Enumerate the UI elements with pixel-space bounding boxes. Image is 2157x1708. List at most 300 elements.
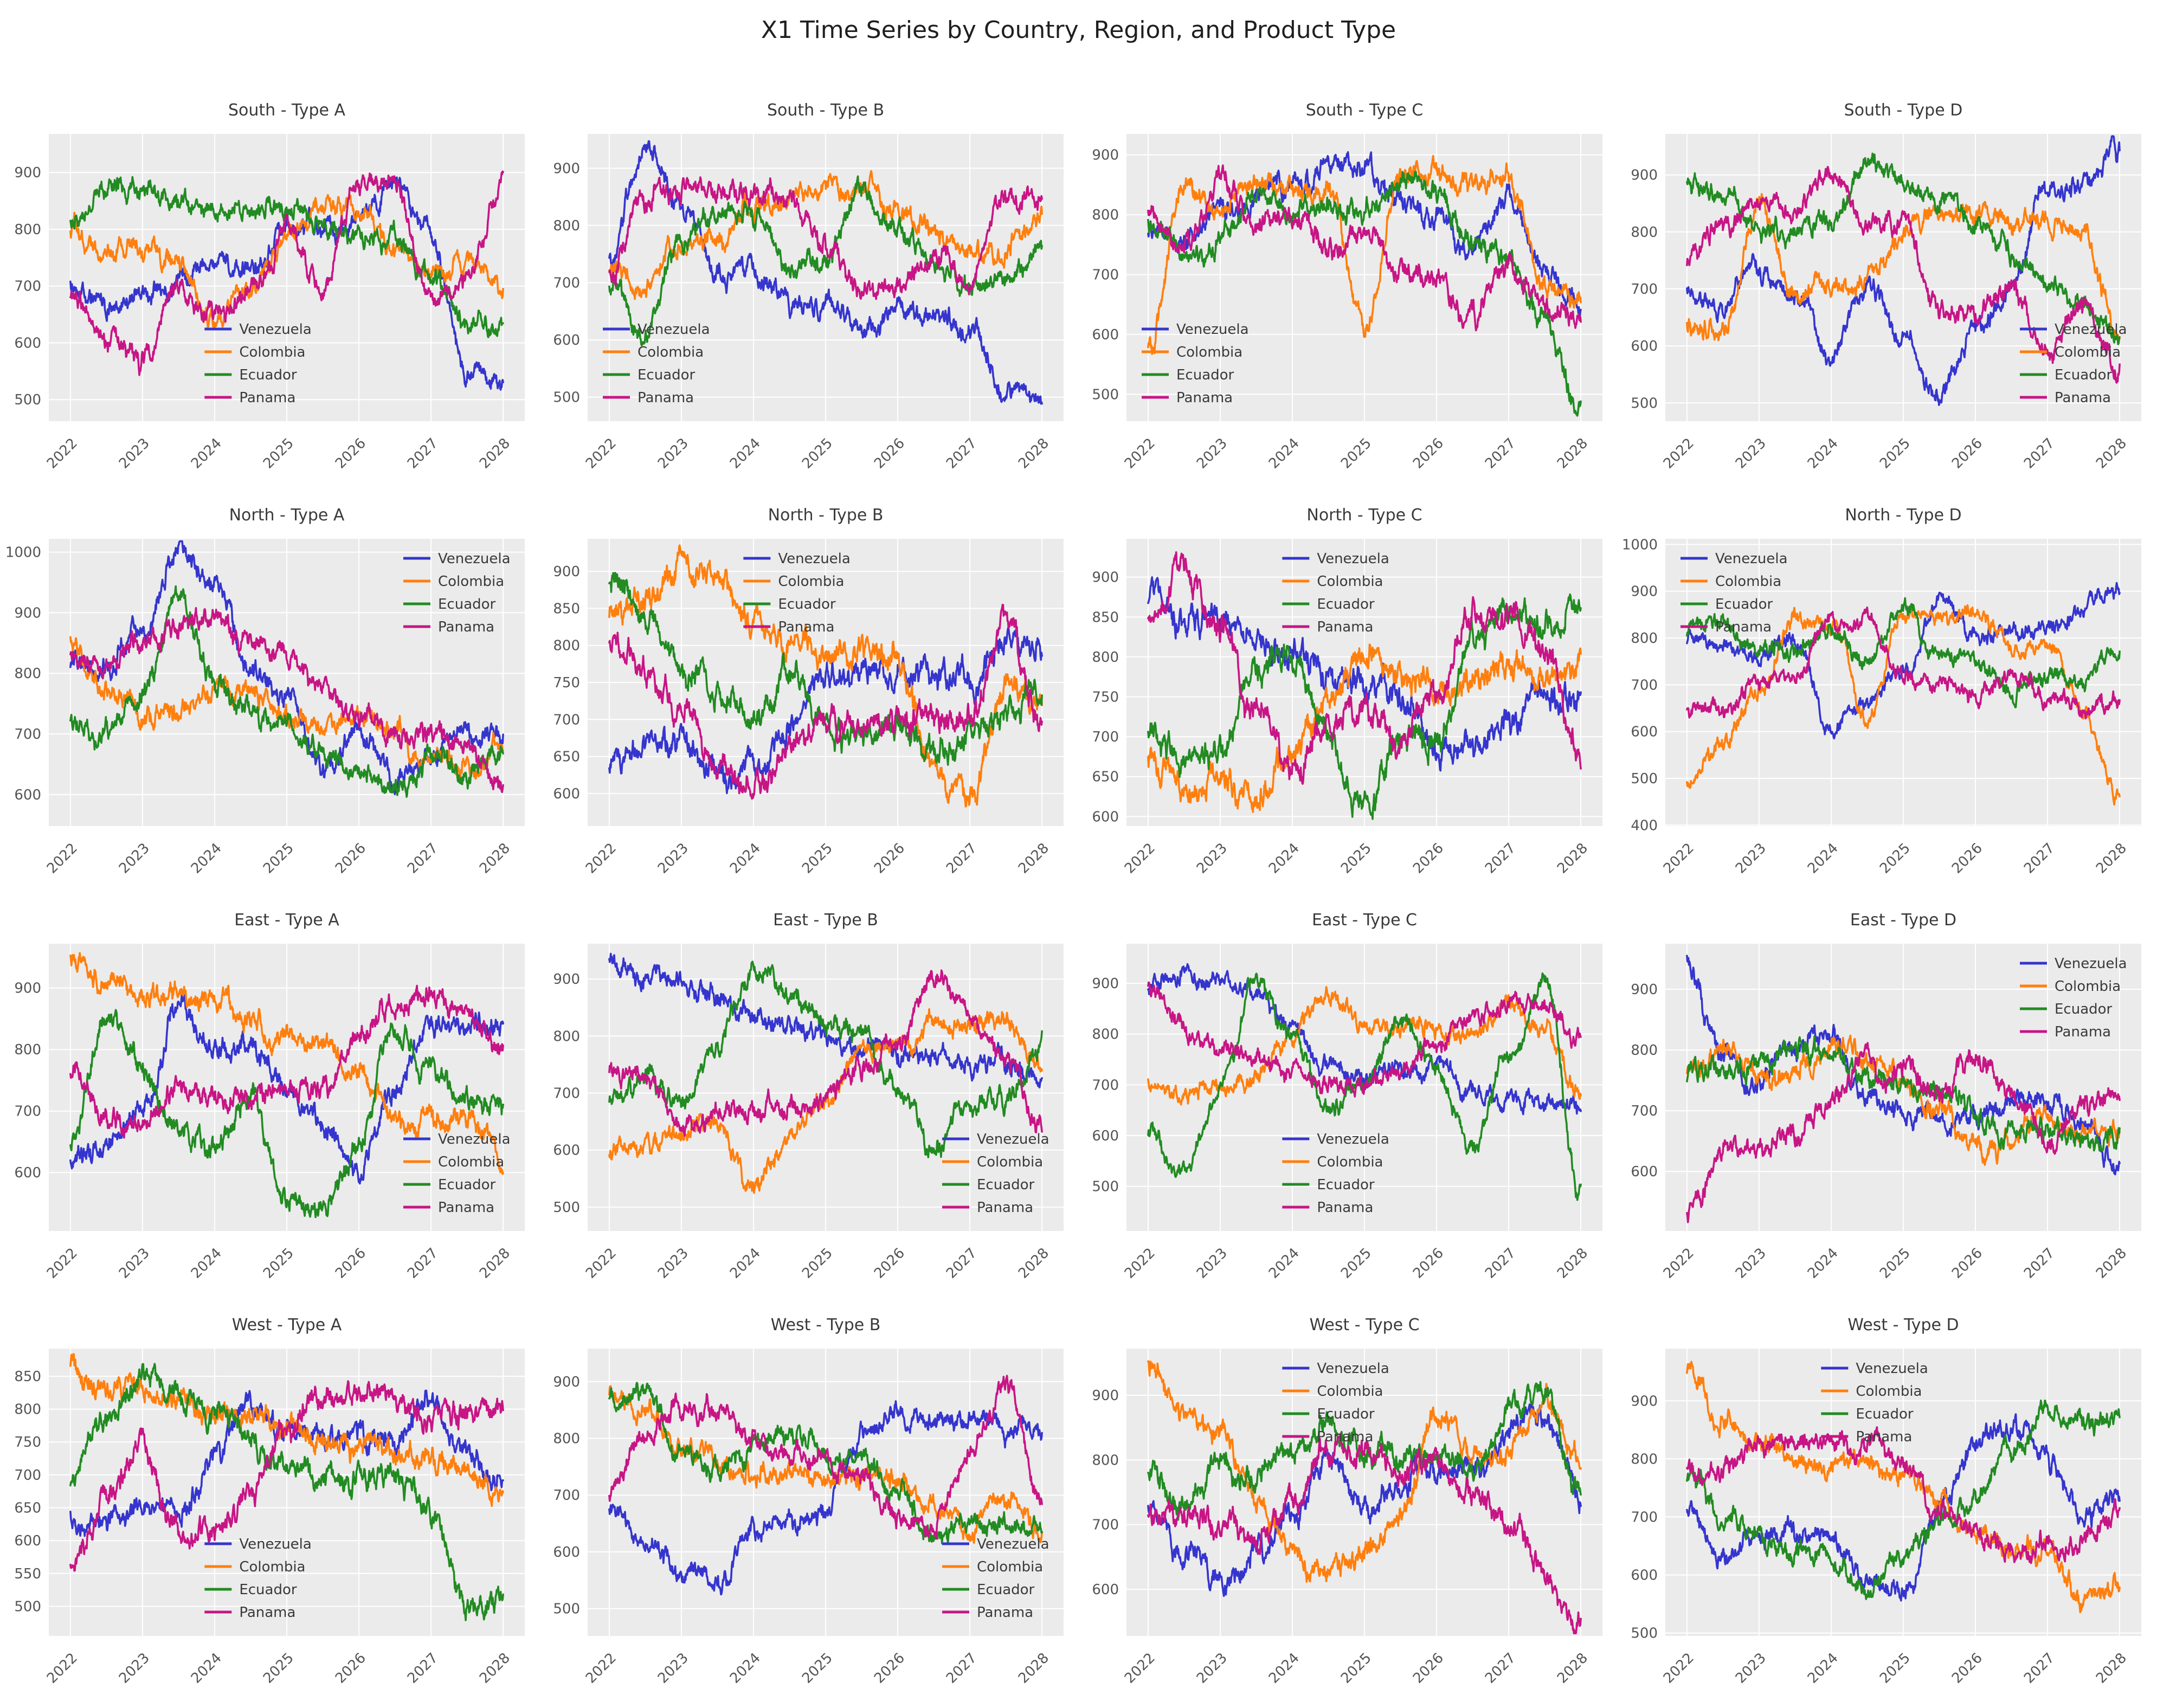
legend-label: Colombia [239, 1559, 306, 1575]
y-tick-label: 700 [553, 1085, 580, 1102]
x-tick-label: 2022 [1121, 840, 1158, 877]
x-tick-label: 2025 [799, 1649, 836, 1687]
legend-label: Panama [2055, 390, 2111, 406]
subplot-title: South - Type D [1844, 101, 1963, 120]
y-tick-label: 700 [14, 278, 41, 295]
x-tick-label: 2024 [726, 435, 764, 472]
subplot-north-c [1078, 491, 1617, 896]
x-tick-label: 2028 [2093, 1245, 2130, 1282]
y-tick-label: 500 [1092, 1178, 1119, 1195]
subplot-canvas-north-a [0, 491, 539, 896]
x-tick-label: 2023 [1732, 435, 1769, 472]
figure-title: X1 Time Series by Country, Region, and Product Type [761, 16, 1396, 44]
legend-label: Ecuador [1856, 1406, 1914, 1422]
y-tick-labels [1622, 537, 1658, 834]
y-tick-label: 500 [1092, 386, 1119, 403]
subplot-canvas-south-c [1078, 86, 1617, 491]
x-tick-label: 2028 [1015, 1245, 1053, 1282]
x-tick-label: 2024 [1265, 1245, 1303, 1282]
y-tick-label: 600 [1631, 724, 1658, 740]
x-tick-label: 2022 [43, 1649, 81, 1687]
y-tick-label: 500 [14, 1599, 41, 1615]
x-tick-label: 2027 [404, 435, 442, 472]
x-tick-label: 2025 [260, 840, 297, 877]
subplot-title: East - Type B [773, 911, 878, 930]
y-tick-label: 750 [14, 1434, 41, 1451]
x-tick-label: 2025 [1337, 840, 1375, 877]
x-tick-label: 2025 [1876, 1649, 1914, 1687]
legend-label: Venezuela [438, 551, 511, 567]
y-tick-label: 400 [1631, 817, 1658, 834]
x-tick-label: 2026 [1948, 840, 1986, 877]
y-tick-label: 750 [553, 675, 580, 691]
x-tick-label: 2027 [943, 840, 981, 877]
legend-label: Panama [239, 390, 296, 406]
x-tick-labels [1122, 435, 1591, 472]
x-tick-label: 2026 [1409, 1245, 1447, 1282]
y-tick-label: 900 [1092, 569, 1119, 586]
x-tick-label: 2028 [1554, 840, 1592, 877]
legend-label: Panama [638, 390, 694, 406]
y-tick-label: 850 [553, 601, 580, 617]
legend-label: Colombia [977, 1559, 1044, 1575]
x-tick-label: 2028 [2093, 435, 2130, 472]
x-tick-label: 2023 [654, 1245, 692, 1282]
x-tick-label: 2026 [1948, 1245, 1986, 1282]
y-tick-label: 900 [1092, 976, 1119, 992]
y-tick-label: 700 [1092, 267, 1119, 283]
subplot-south-b [539, 86, 1078, 491]
legend-label: Colombia [778, 573, 845, 590]
subplot-north-b [539, 491, 1078, 896]
x-tick-label: 2027 [2021, 840, 2058, 877]
subplot-west-a [0, 1301, 539, 1706]
y-tick-label: 600 [1631, 1567, 1658, 1584]
x-tick-label: 2022 [582, 435, 620, 472]
subplot-title: South - Type C [1305, 101, 1424, 120]
y-tick-labels [553, 971, 580, 1216]
y-tick-label: 600 [1092, 809, 1119, 826]
legend-label: Panama [1317, 619, 1374, 635]
subplot-canvas-east-c [1078, 896, 1617, 1301]
y-tick-label: 800 [14, 666, 41, 682]
y-tick-label: 700 [1631, 677, 1658, 694]
y-tick-label: 600 [14, 1165, 41, 1182]
x-tick-label: 2028 [477, 1649, 514, 1687]
y-tick-labels [1092, 976, 1119, 1195]
y-tick-labels [553, 564, 580, 802]
legend-label: Venezuela [1715, 551, 1788, 567]
legend-label: Colombia [1317, 1383, 1383, 1400]
y-tick-label: 600 [1092, 1127, 1119, 1144]
x-tick-label: 2027 [2021, 1649, 2058, 1687]
x-tick-label: 2028 [2093, 840, 2130, 877]
legend-label: Venezuela [977, 1536, 1049, 1552]
y-tick-label: 800 [1631, 224, 1658, 241]
y-tick-label: 900 [553, 564, 580, 581]
x-tick-label: 2028 [1015, 435, 1053, 472]
legend-label: Panama [977, 1604, 1034, 1621]
y-tick-label: 600 [1092, 326, 1119, 343]
x-tick-label: 2027 [943, 1245, 981, 1282]
y-tick-label: 650 [14, 1500, 41, 1517]
y-tick-label: 900 [553, 1374, 580, 1390]
y-tick-label: 800 [1092, 207, 1119, 224]
subplot-canvas-west-c [1078, 1301, 1617, 1706]
x-tick-label: 2023 [115, 1245, 153, 1282]
y-tick-label: 700 [1092, 1517, 1119, 1533]
subplot-title: East - Type D [1850, 911, 1957, 930]
y-tick-label: 800 [1631, 1042, 1658, 1059]
y-tick-label: 600 [14, 787, 41, 803]
y-tick-labels [553, 160, 580, 405]
x-tick-label: 2024 [188, 1649, 225, 1687]
y-tick-label: 900 [14, 980, 41, 997]
x-tick-label: 2027 [404, 1245, 442, 1282]
subplot-title: West - Type A [231, 1316, 342, 1335]
y-tick-label: 800 [1092, 649, 1119, 666]
x-tick-label: 2023 [654, 840, 692, 877]
x-tick-label: 2024 [1804, 435, 1842, 472]
legend-label: Venezuela [1317, 551, 1389, 567]
x-tick-label: 2023 [115, 1649, 153, 1687]
y-tick-label: 600 [14, 335, 41, 352]
x-tick-label: 2024 [1265, 840, 1303, 877]
y-tick-label: 800 [1631, 1451, 1658, 1468]
x-tick-label: 2024 [1804, 840, 1842, 877]
x-tick-label: 2028 [1554, 435, 1592, 472]
y-tick-label: 800 [14, 1401, 41, 1418]
y-tick-labels [1092, 1388, 1119, 1598]
x-tick-label: 2028 [1015, 1649, 1053, 1687]
x-tick-label: 2024 [1804, 1245, 1842, 1282]
legend-label: Panama [977, 1200, 1034, 1216]
x-tick-labels [583, 435, 1052, 472]
legend-label: Panama [1176, 390, 1233, 406]
legend-label: Venezuela [1856, 1361, 1928, 1377]
y-tick-label: 1000 [1621, 537, 1658, 553]
legend-label: Ecuador [977, 1177, 1035, 1193]
subplot-canvas-east-d [1617, 896, 2155, 1301]
legend-label: Ecuador [1317, 1406, 1375, 1422]
y-tick-label: 900 [1092, 147, 1119, 164]
y-tick-label: 700 [1092, 729, 1119, 746]
y-tick-label: 700 [1631, 1103, 1658, 1120]
x-tick-label: 2023 [1193, 1245, 1231, 1282]
legend-label: Ecuador [638, 367, 696, 383]
legend-label: Colombia [1317, 1154, 1383, 1170]
x-tick-labels [1660, 1245, 2130, 1282]
y-tick-label: 650 [1092, 769, 1119, 785]
x-tick-labels [1122, 840, 1591, 877]
x-tick-label: 2027 [1482, 840, 1519, 877]
x-tick-label: 2026 [1948, 435, 1986, 472]
x-tick-label: 2027 [2021, 435, 2058, 472]
y-tick-label: 500 [1631, 1625, 1658, 1642]
x-tick-label: 2023 [1732, 1245, 1769, 1282]
chart-grid [0, 86, 2157, 1706]
x-tick-label: 2027 [404, 1649, 442, 1687]
y-tick-label: 1000 [5, 544, 41, 561]
x-tick-label: 2025 [260, 435, 297, 472]
x-tick-label: 2028 [1554, 1245, 1592, 1282]
x-tick-labels [1122, 1650, 1591, 1687]
legend-label: Venezuela [778, 551, 851, 567]
x-tick-label: 2023 [654, 1649, 692, 1687]
x-tick-label: 2026 [332, 435, 369, 472]
x-tick-label: 2025 [1337, 1245, 1375, 1282]
y-tick-label: 800 [1092, 1452, 1119, 1469]
x-tick-label: 2027 [1482, 1245, 1519, 1282]
legend-label: Panama [438, 619, 495, 635]
subplot-canvas-south-a [0, 86, 539, 491]
x-tick-label: 2024 [1265, 1649, 1303, 1687]
subplot-canvas-north-b [539, 491, 1078, 896]
x-tick-label: 2025 [260, 1649, 297, 1687]
x-tick-label: 2024 [188, 435, 225, 472]
y-tick-label: 700 [14, 1103, 41, 1120]
y-tick-labels [1631, 167, 1658, 412]
y-tick-label: 700 [1092, 1077, 1119, 1094]
legend-label: Panama [1317, 1429, 1374, 1445]
y-tick-label: 700 [553, 1487, 580, 1504]
y-tick-labels [553, 1374, 580, 1617]
subplot-east-d [1617, 896, 2155, 1301]
y-tick-label: 500 [553, 1601, 580, 1617]
x-tick-label: 2022 [1660, 1649, 1697, 1687]
legend-label: Venezuela [638, 321, 710, 338]
subplot-canvas-south-d [1617, 86, 2155, 491]
y-tick-labels [14, 1369, 41, 1615]
x-tick-label: 2026 [1409, 435, 1447, 472]
legend-label: Venezuela [2055, 321, 2127, 338]
x-tick-label: 2022 [1660, 435, 1697, 472]
x-tick-label: 2026 [1948, 1649, 1986, 1687]
y-tick-label: 600 [553, 1142, 580, 1159]
y-tick-label: 500 [1631, 770, 1658, 787]
x-tick-label: 2026 [871, 435, 908, 472]
legend-label: Ecuador [778, 596, 836, 613]
x-tick-label: 2023 [115, 840, 153, 877]
x-tick-label: 2022 [1121, 1245, 1158, 1282]
y-tick-label: 900 [1092, 1387, 1119, 1404]
x-tick-label: 2027 [1482, 435, 1519, 472]
x-tick-label: 2022 [1660, 1245, 1697, 1282]
x-tick-label: 2028 [477, 1245, 514, 1282]
legend-label: Ecuador [438, 596, 496, 613]
y-tick-label: 800 [553, 1028, 580, 1045]
y-tick-label: 600 [1631, 338, 1658, 355]
x-tick-label: 2022 [43, 435, 81, 472]
legend-label: Venezuela [239, 321, 312, 338]
x-tick-labels [1660, 840, 2130, 877]
subplot-canvas-west-d [1617, 1301, 2155, 1706]
legend-label: Colombia [2055, 978, 2121, 995]
legend-label: Colombia [1317, 573, 1383, 590]
y-tick-label: 800 [14, 1042, 41, 1059]
x-tick-label: 2025 [1876, 435, 1914, 472]
x-tick-label: 2024 [1804, 1649, 1842, 1687]
legend-label: Panama [1317, 1200, 1374, 1216]
legend-label: Venezuela [438, 1131, 511, 1148]
legend-label: Venezuela [977, 1131, 1049, 1148]
legend-label: Ecuador [2055, 367, 2113, 383]
y-tick-label: 600 [553, 1544, 580, 1561]
subplot-north-d [1617, 491, 2155, 896]
y-tick-label: 900 [1631, 167, 1658, 184]
y-tick-label: 500 [14, 392, 41, 409]
x-tick-label: 2025 [799, 840, 836, 877]
subplot-east-c [1078, 896, 1617, 1301]
x-tick-label: 2025 [799, 435, 836, 472]
x-tick-label: 2023 [1193, 1649, 1231, 1687]
y-tick-label: 800 [553, 217, 580, 234]
subplot-title: East - Type C [1311, 911, 1418, 930]
legend-label: Ecuador [239, 367, 297, 383]
y-tick-label: 700 [14, 1467, 41, 1484]
y-tick-label: 550 [14, 1565, 41, 1582]
subplot-title: North - Type C [1306, 506, 1422, 525]
legend-label: Colombia [1715, 573, 1782, 590]
y-tick-labels [5, 545, 41, 803]
x-tick-labels [44, 1245, 513, 1282]
subplot-title: East - Type A [234, 911, 339, 930]
y-tick-label: 700 [1631, 281, 1658, 298]
x-tick-label: 2027 [943, 435, 981, 472]
x-tick-labels [44, 1650, 513, 1687]
y-tick-label: 600 [1631, 1164, 1658, 1181]
x-tick-label: 2023 [654, 435, 692, 472]
x-tick-label: 2028 [477, 435, 514, 472]
legend-label: Colombia [638, 344, 704, 360]
y-tick-label: 600 [1092, 1582, 1119, 1599]
subplot-west-b [539, 1301, 1078, 1706]
y-tick-label: 500 [553, 1199, 580, 1216]
y-tick-label: 800 [1092, 1026, 1119, 1043]
x-tick-labels [44, 840, 513, 877]
legend-label: Colombia [2055, 344, 2121, 360]
subplot-west-d [1617, 1301, 2155, 1706]
y-tick-label: 850 [1092, 609, 1119, 626]
x-tick-label: 2023 [1732, 1649, 1769, 1687]
legend-label: Ecuador [1317, 1177, 1375, 1193]
x-tick-label: 2024 [726, 840, 764, 877]
y-tick-label: 850 [14, 1368, 41, 1385]
y-tick-label: 900 [1631, 583, 1658, 600]
y-tick-label: 900 [14, 605, 41, 622]
x-tick-label: 2027 [943, 1649, 981, 1687]
subplot-title: North - Type A [229, 506, 345, 525]
y-tick-label: 500 [553, 389, 580, 406]
legend-label: Ecuador [1176, 367, 1234, 383]
legend-label: Panama [778, 619, 835, 635]
x-tick-labels [583, 1245, 1052, 1282]
y-tick-label: 650 [553, 749, 580, 765]
x-tick-label: 2022 [582, 1245, 620, 1282]
x-tick-label: 2025 [799, 1245, 836, 1282]
x-tick-label: 2028 [477, 840, 514, 877]
legend-label: Colombia [239, 344, 306, 360]
x-tick-label: 2024 [726, 1649, 764, 1687]
x-tick-label: 2023 [1193, 435, 1231, 472]
subplot-east-b [539, 896, 1078, 1301]
x-tick-label: 2022 [1121, 435, 1158, 472]
legend-label: Ecuador [1715, 596, 1773, 613]
x-tick-label: 2024 [188, 840, 225, 877]
legend-label: Panama [438, 1200, 495, 1216]
legend-label: Ecuador [977, 1582, 1035, 1598]
y-tick-labels [14, 165, 41, 408]
y-tick-label: 900 [553, 971, 580, 988]
x-tick-label: 2025 [1876, 1245, 1914, 1282]
y-tick-labels [1631, 982, 1658, 1180]
y-tick-label: 600 [14, 1533, 41, 1550]
legend-label: Ecuador [1317, 596, 1375, 613]
x-tick-labels [583, 1650, 1052, 1687]
x-tick-label: 2026 [871, 1649, 908, 1687]
y-tick-labels [14, 981, 41, 1181]
subplot-title: West - Type C [1309, 1316, 1420, 1335]
x-tick-label: 2028 [1554, 1649, 1592, 1687]
subplot-south-a [0, 86, 539, 491]
x-tick-label: 2024 [188, 1245, 225, 1282]
subplot-title: South - Type B [767, 101, 885, 120]
y-tick-label: 700 [14, 726, 41, 743]
legend-label: Colombia [1176, 344, 1243, 360]
x-tick-label: 2024 [726, 1245, 764, 1282]
x-tick-label: 2024 [1265, 435, 1303, 472]
y-tick-label: 700 [553, 275, 580, 292]
x-tick-label: 2025 [260, 1245, 297, 1282]
y-tick-label: 800 [1631, 630, 1658, 647]
subplot-south-c [1078, 86, 1617, 491]
subplot-south-d [1617, 86, 2155, 491]
y-tick-label: 800 [14, 221, 41, 238]
legend-label: Panama [2055, 1024, 2111, 1040]
legend-label: Colombia [438, 573, 505, 590]
y-tick-label: 750 [1092, 689, 1119, 706]
subplot-canvas-north-c [1078, 491, 1617, 896]
x-tick-label: 2023 [1732, 840, 1769, 877]
subplot-canvas-west-a [0, 1301, 539, 1706]
legend-label: Colombia [977, 1154, 1044, 1170]
subplot-canvas-east-a [0, 896, 539, 1301]
x-tick-label: 2025 [1876, 840, 1914, 877]
y-tick-label: 600 [553, 785, 580, 802]
x-tick-label: 2026 [1409, 1649, 1447, 1687]
x-tick-label: 2022 [43, 1245, 81, 1282]
legend-label: Colombia [1856, 1383, 1922, 1400]
x-tick-labels [44, 435, 513, 472]
subplot-title: West - Type B [770, 1316, 881, 1335]
y-tick-label: 900 [14, 165, 41, 182]
legend-label: Venezuela [1176, 321, 1249, 338]
subplot-title: North - Type B [768, 506, 884, 525]
x-tick-label: 2025 [1337, 435, 1375, 472]
y-tick-label: 900 [1631, 1393, 1658, 1410]
legend-label: Panama [1856, 1429, 1913, 1445]
subplot-canvas-north-d [1617, 491, 2155, 896]
y-tick-labels [1092, 570, 1119, 826]
x-tick-label: 2027 [2021, 1245, 2058, 1282]
x-tick-label: 2026 [332, 840, 369, 877]
legend-label: Panama [239, 1604, 296, 1621]
x-tick-label: 2026 [332, 1245, 369, 1282]
y-tick-label: 800 [553, 1430, 580, 1447]
x-tick-labels [1660, 435, 2130, 472]
subplot-title: South - Type A [228, 101, 346, 120]
x-tick-label: 2028 [2093, 1649, 2130, 1687]
